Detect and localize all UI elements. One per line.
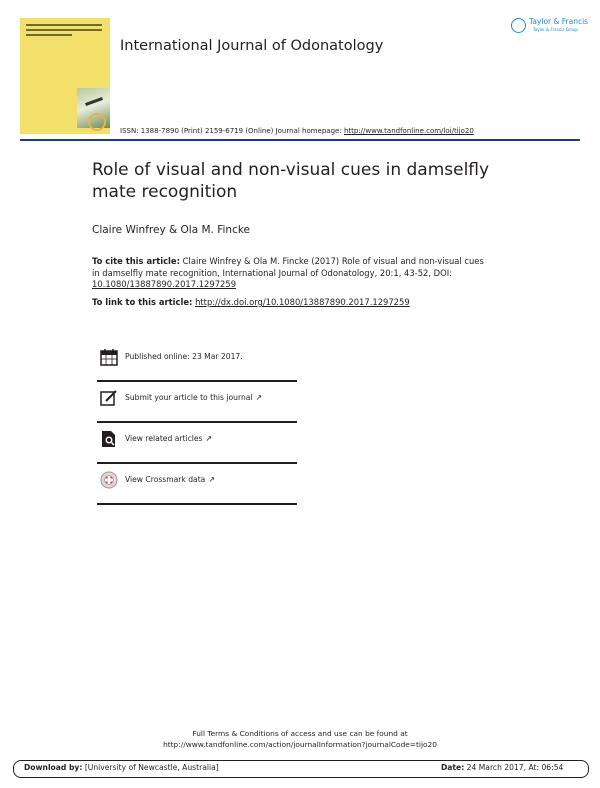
related-articles-label[interactable]: View related articles ↗: [125, 434, 213, 443]
external-link-icon: ↗: [255, 393, 263, 402]
download-date: Date: 24 March 2017, At: 06:54: [441, 763, 564, 772]
issn-line: [120, 127, 474, 135]
article-title: Role of visual and non-visual cues in damselfly mate recognition: [92, 160, 490, 202]
external-link-icon: ↗: [208, 475, 216, 484]
info-divider: [97, 380, 297, 382]
cover-issue-badge: [88, 113, 106, 131]
publisher-logo-icon: [511, 18, 526, 33]
article-doi-link[interactable]: http://dx.doi.org/10.1080/13887890.2017.1297259: [195, 297, 410, 307]
header-divider: [20, 139, 580, 141]
submit-article-item[interactable]: [97, 385, 297, 425]
crossmark-icon: [100, 471, 118, 489]
external-link-icon: ↗: [205, 434, 213, 443]
issn-text: ISSN: 1388-7890 (Print) 2159-6719 (Online) Journal homepage:: [120, 127, 342, 135]
citation-label: To cite this article:: [92, 256, 180, 266]
journal-cover-image: [20, 18, 110, 134]
published-online-item: [97, 344, 297, 384]
citation-doi-link[interactable]: 10.1080/13887890.2017.1297259: [92, 279, 237, 289]
crossmark-label[interactable]: View Crossmark data ↗: [125, 475, 216, 484]
edit-icon: [100, 389, 118, 407]
crossmark-item[interactable]: [97, 467, 297, 507]
download-info-bar: [13, 760, 589, 778]
published-online-label: Published online: 23 Mar 2017.: [125, 352, 243, 361]
citation-text: Claire Winfrey & Ola M. Fincke (2017) Role of visual and non-visual cues in damselfly mate recognition, International Journal of Odonatology, 20:1, 43-52, DOI:: [92, 256, 484, 278]
calendar-icon: [100, 348, 118, 366]
info-divider: [97, 503, 297, 505]
citation-block: [92, 256, 492, 291]
terms-line: Full Terms & Conditions of access and use can be found at: [192, 729, 408, 738]
related-articles-item[interactable]: [97, 426, 297, 466]
link-label: To link to this article:: [92, 297, 193, 307]
submit-article-label[interactable]: Submit your article to this journal ↗: [125, 393, 263, 402]
journal-homepage-link[interactable]: http://www.tandfonline.com/loi/tijo20: [343, 127, 474, 135]
publisher-name: Taylor & Francis: [529, 17, 589, 26]
downloaded-by: Download by: [University of Newcastle, Australia]: [24, 763, 219, 772]
info-divider: [97, 462, 297, 464]
journal-title: International Journal of Odonatology: [120, 38, 384, 54]
document-search-icon: [100, 430, 118, 448]
cover-title-lines: [26, 24, 102, 38]
publisher-sub: Taylor & Francis Group: [533, 27, 578, 32]
article-link-line: [92, 297, 492, 307]
article-authors: Claire Winfrey & Ola M. Fincke: [92, 224, 251, 236]
terms-url-link[interactable]: http://www.tandfonline.com/action/journalInformation?journalCode=tijo20: [163, 740, 437, 749]
info-divider: [97, 421, 297, 423]
publisher-logo[interactable]: [511, 17, 589, 35]
terms-footer: [0, 728, 600, 750]
